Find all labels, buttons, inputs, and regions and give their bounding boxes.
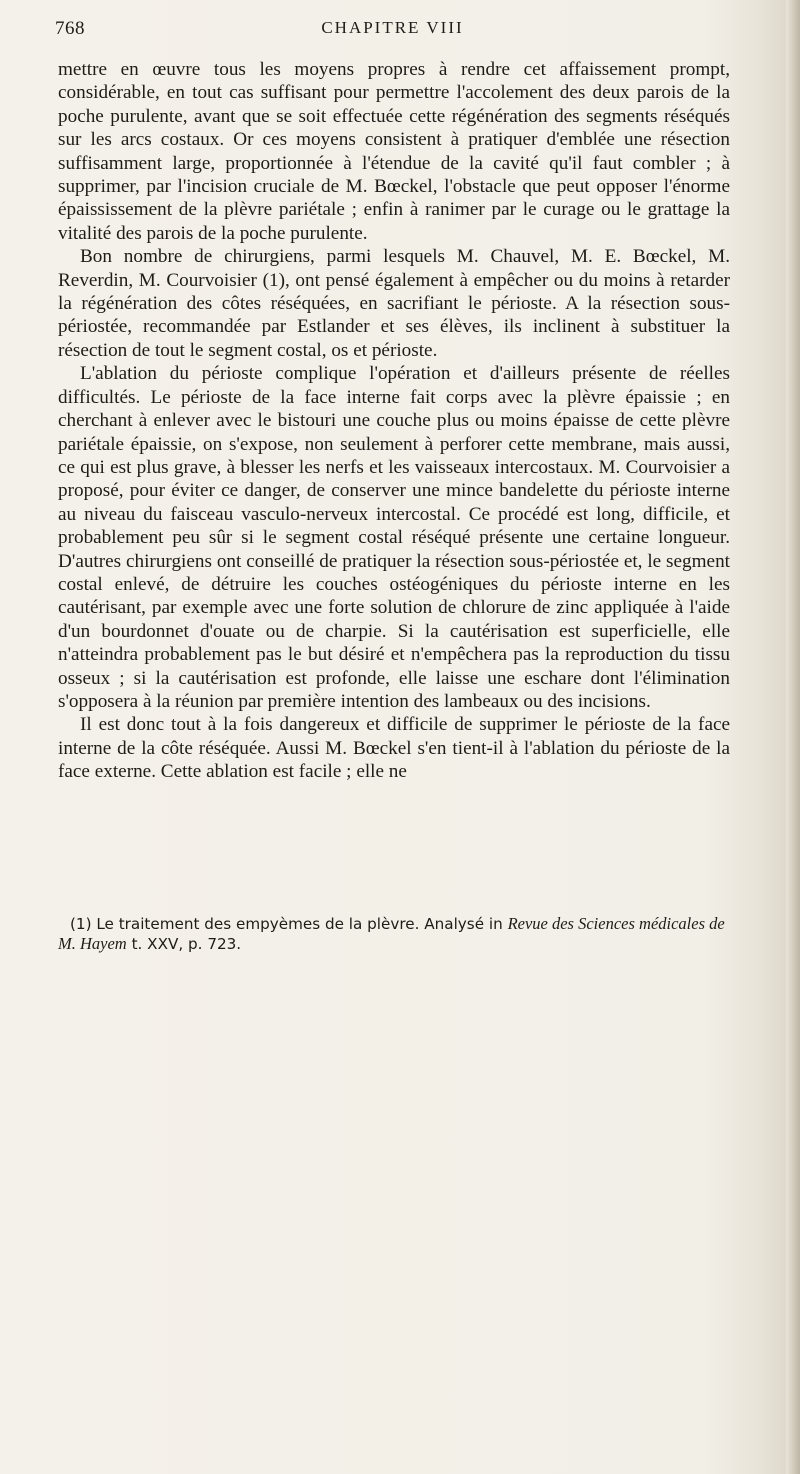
footnote-number: (1) [70,915,92,933]
footnote-journal: Revue des Sciences médicales de M. Hayem [58,914,725,953]
paragraph: mettre en œuvre tous les moyens propres à rendre cet affaissement prompt, considérable, en tout cas suffisant pour permettre l'accolement des deux parois de la poche purulente, avant que se soit effectuée cette régénération des segments réséqués sur les arcs costaux. Or ces moyens consistent à pratiquer d'emblée une résection suffisamment large, proportionnée à l'étendue de la cavité qu'il faut combler ; à supprimer, par l'incision cruciale de M. Bœckel, l'obstacle que peut opposer l'énorme épaississement de la plèvre pariétale ; enfin à ranimer par le curage ou le grattage la vitalité des parois de la poche purulente. [58,59,730,244]
paragraph: Il est donc tout à la fois dangereux et difficile de supprimer le périoste de la face interne de la côte réséquée. Aussi M. Bœckel s'en tient-il à l'ablation du périoste de la face externe. Cette ablation est facile ; elle ne [58,714,730,783]
page-edge-shadow [786,0,800,1474]
paragraph: L'ablation du périoste complique l'opération et d'ailleurs présente de réelles difficultés. Le périoste de la face interne fait corps avec la plèvre épaissie ; en cherchant à enlever avec le bistouri une couche plus ou moins épaisse de cette plèvre pariétale épaissie, on s'expose, non seulement à perforer cette membrane, mais aussi, ce qui est plus grave, à blesser les nerfs et les vaisseaux intercostaux. M. Courvoisier a proposé, pour éviter ce danger, de conserver une mince bandelette du périoste interne au niveau du faisceau vasculo-nerveux intercostal. Ce procédé est long, difficile, et probablement peu sûr si le segment costal réséqué présente une certaine longueur. D'autres chirurgiens ont conseillé de pratiquer la résection sous-périostée et, le segment costal enlevé, de détruire les couches ostéogéniques du périoste interne en les cautérisant, par exemple avec une forte solution de chlorure de zinc appliquée à l'aide d'un bourdonnet d'ouate ou de charpie. Si la cautérisation est superficielle, elle n'atteindra probablement pas le but désiré et n'empêchera pas la reproduction du tissu osseux ; si la cautérisation est profonde, elle laisse une eschare dont l'élimination s'opposera à la réunion par première intention des lambeaux ou des incisions. [58,363,730,712]
running-title: CHAPITRE VIII [321,18,464,37]
paragraph: Bon nombre de chirurgiens, parmi lesquels M. Chauvel, M. E. Bœckel, M. Reverdin, M. Courvoisier (1), ont pensé également à empêcher ou du moins à retarder la régénération des côtes réséquées, en sacrifiant le périoste. A la résection sous-périostée, recommandée par Estlander et ses élèves, ils inclinent à substituer la résection de tout le segment costal, os et périoste. [58,246,730,361]
footnote-reference: t. XXV, p. 723. [131,935,242,953]
page-header [55,18,730,48]
page-number: 768 [55,18,85,39]
footnote-text: Le traitement des empyèmes de la plèvre. Analysé in [96,915,503,933]
footnote [58,914,730,954]
body-text [58,58,730,784]
